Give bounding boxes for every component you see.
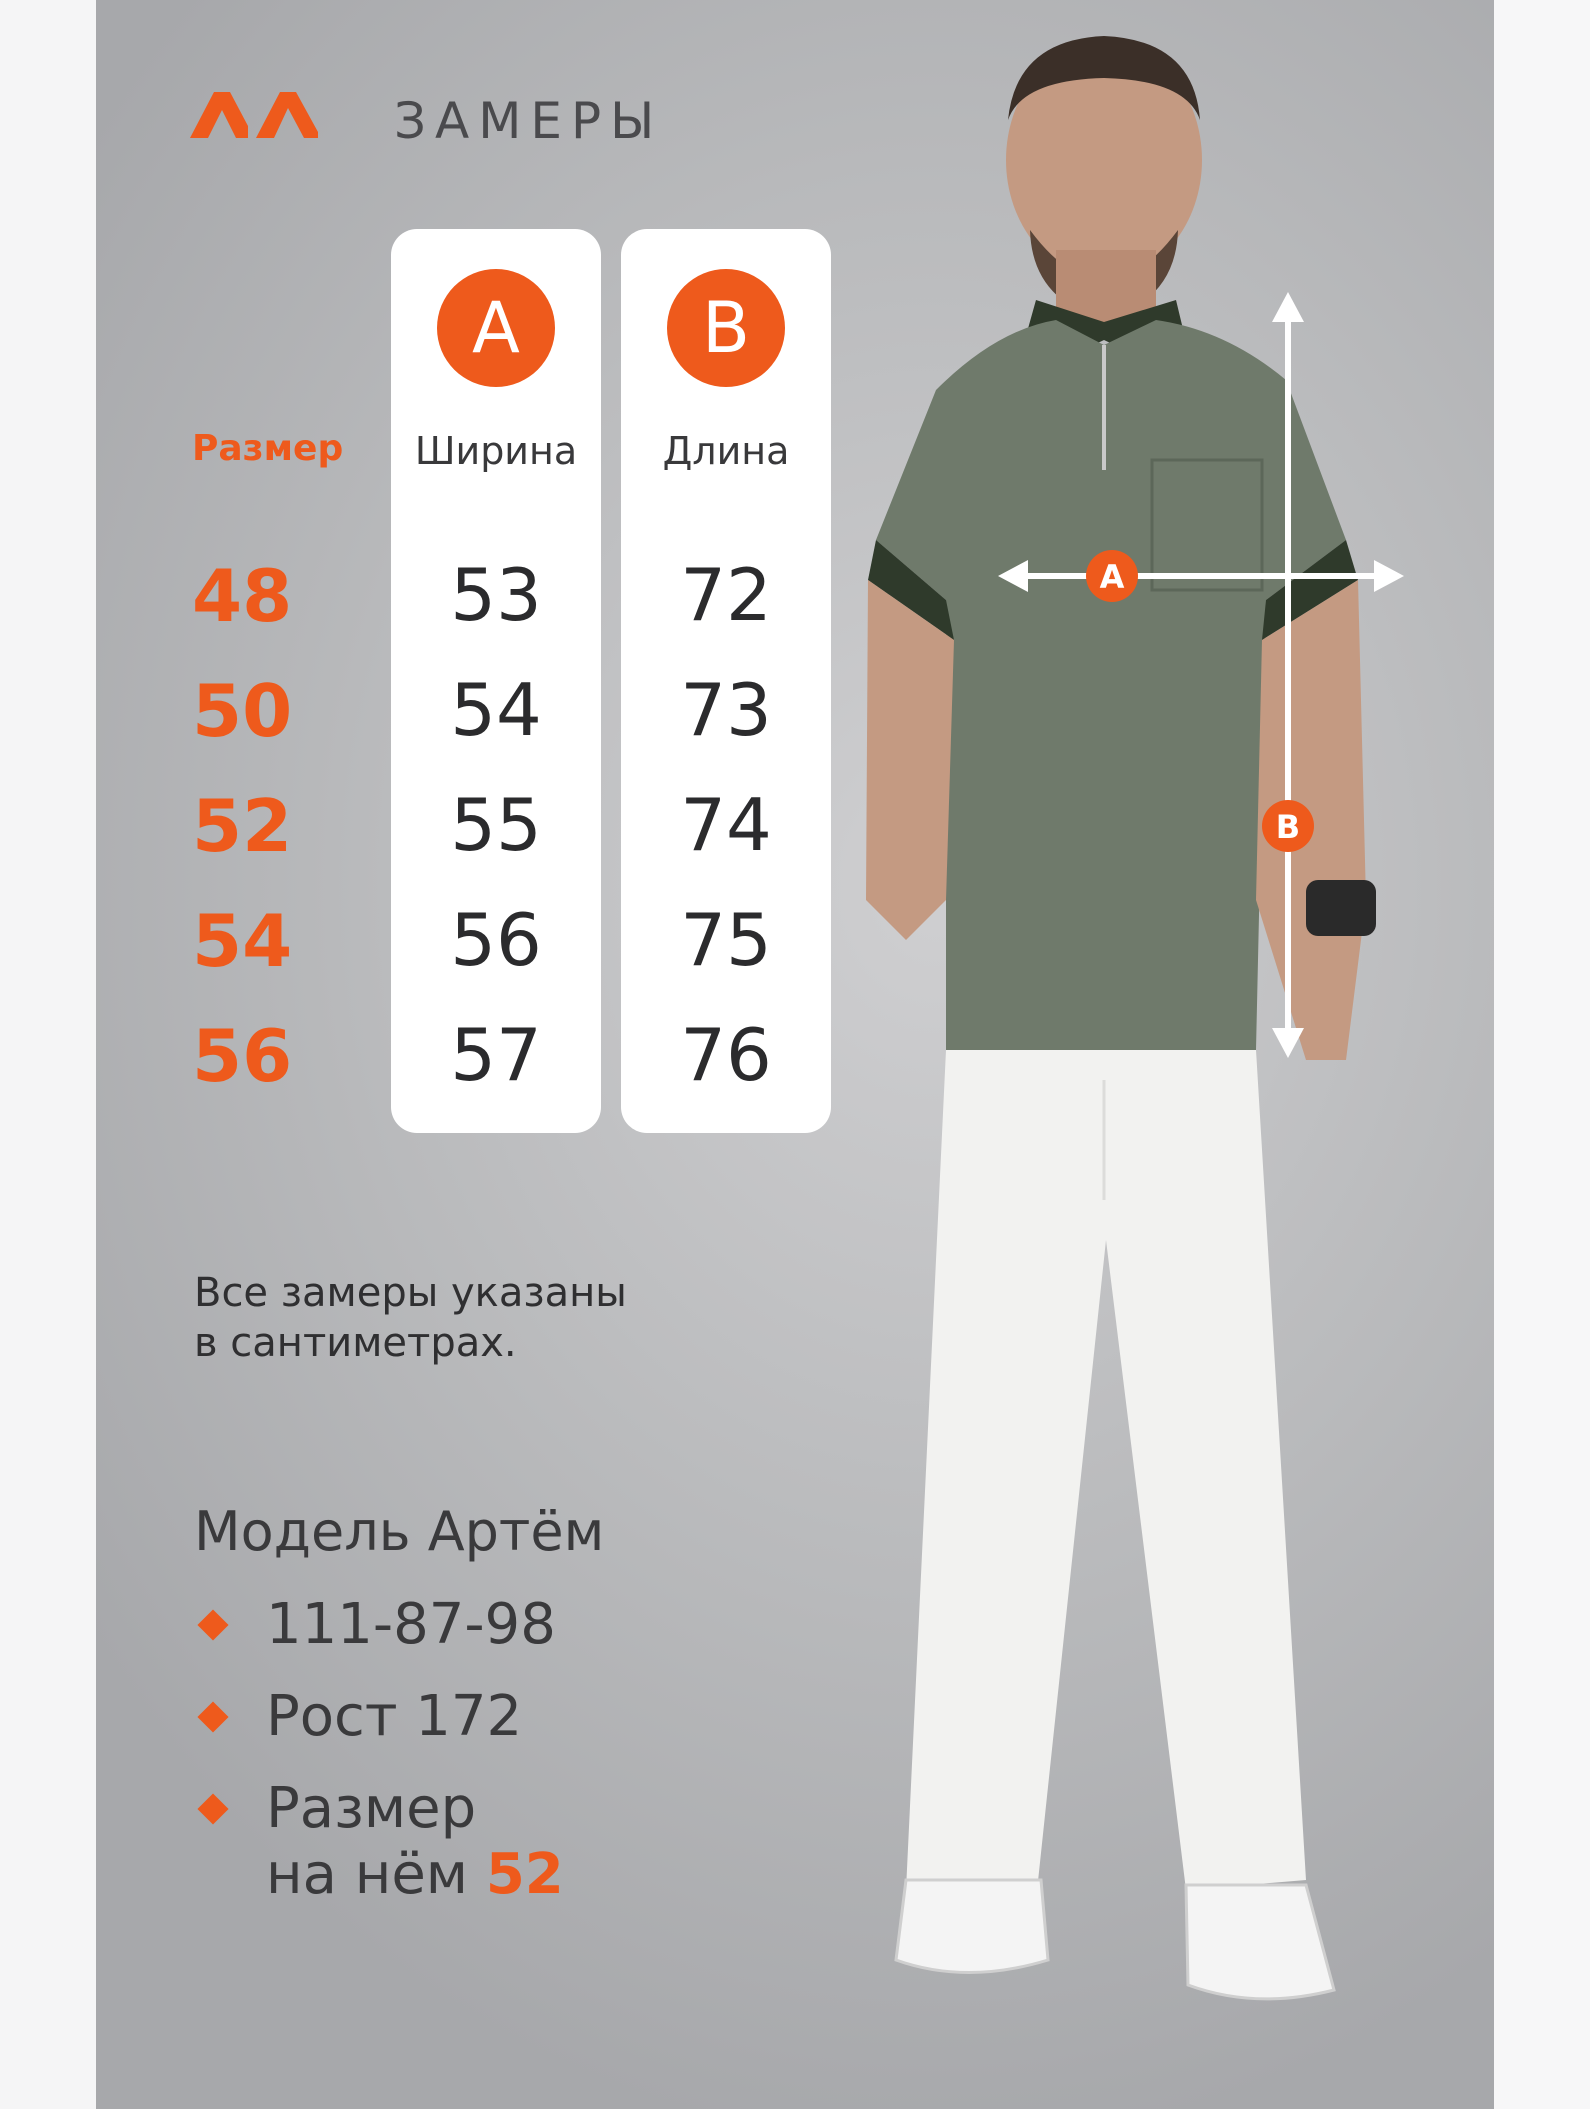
width-value: 57 [450,1013,542,1097]
model-size [194,1776,564,1916]
model-params-list [194,1592,564,1916]
model-size-value: 52 [485,1842,564,1907]
length-value: 76 [680,1013,772,1097]
length-value: 72 [680,553,772,637]
length-value: 75 [680,898,772,982]
model-size-prefix: на нём [266,1842,486,1907]
size-chart-card [96,0,1494,2109]
model-height [194,1684,564,1776]
units-note-line: Все замеры указаны [194,1270,627,1316]
units-note-line: в сантиметрах. [194,1320,517,1366]
length-column-header: Длина [662,429,790,473]
width-badge: A [437,269,555,387]
size-value: 52 [192,784,293,868]
width-marker-label: A [1099,558,1125,596]
model-name: Модель Артём [194,1500,605,1563]
width-column-panel [391,229,601,1133]
model-height-text: Рост 172 [266,1684,523,1749]
brand-logo [190,92,330,138]
size-value: 50 [192,669,293,753]
size-value: 56 [192,1014,293,1098]
units-note [194,1268,627,1368]
page-title: ЗАМЕРЫ [394,92,664,150]
width-value: 56 [450,898,542,982]
diamond-bullet-icon [197,1701,228,1732]
diamond-bullet-icon [197,1609,228,1640]
width-values [391,547,601,1122]
width-column-header: Ширина [414,429,578,473]
size-column-header: Размер [192,428,344,469]
right-margin [1494,0,1590,2109]
length-value: 74 [680,783,772,867]
width-value: 54 [450,668,542,752]
diamond-bullet-icon [197,1793,228,1824]
length-value: 73 [680,668,772,752]
size-value: 48 [192,554,293,638]
width-value: 53 [450,553,542,637]
length-badge: B [667,269,785,387]
model-measurements [194,1592,564,1684]
model-measurements-text: 111-87-98 [266,1592,556,1657]
size-value: 54 [192,899,293,983]
model-size-line2 [266,1842,564,1908]
size-column [192,548,292,1123]
width-value: 55 [450,783,542,867]
model-size-line1: Размер [266,1776,477,1841]
model-photo [786,0,1494,2109]
length-marker-label: B [1275,808,1301,846]
